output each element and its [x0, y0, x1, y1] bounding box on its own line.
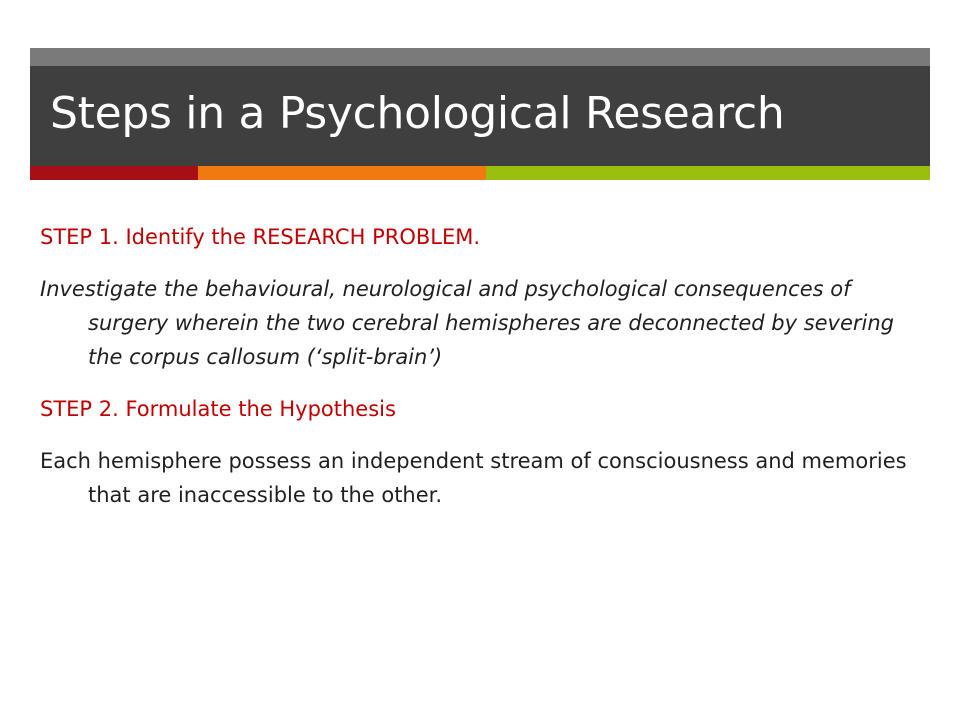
step2-body: Each hemisphere possess an independent stream of consciousness and memories that are inaccessible to the other.	[40, 449, 907, 507]
accent-bar-green	[486, 166, 930, 180]
accent-bar-red	[30, 166, 198, 180]
step2-heading: STEP 2. Formulate the Hypothesis	[40, 397, 396, 421]
slide-content	[40, 220, 920, 530]
accent-bar-orange	[198, 166, 486, 180]
step1-heading: STEP 1. Identify the RESEARCH PROBLEM.	[40, 225, 481, 249]
step1-body: Investigate the behavioural, neurological and psychological consequences of surgery wherein the two cerebral hemispheres are deconnected by severing the corpus callosum (‘split-brain’)	[40, 277, 895, 369]
title-top-strip	[30, 48, 930, 66]
slide-title: Steps in a Psychological Research	[50, 88, 785, 139]
